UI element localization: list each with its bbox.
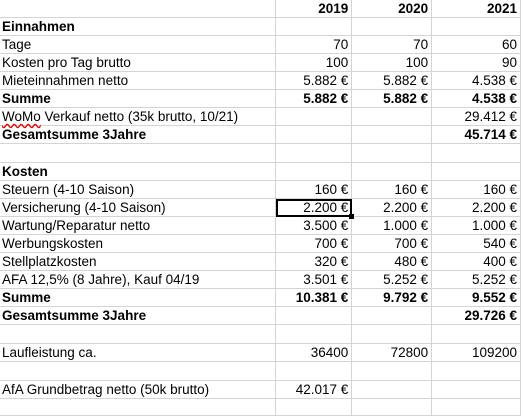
table-row [0, 54, 521, 72]
cell-y2019[interactable]: 70 [276, 36, 352, 54]
cell-y2021[interactable]: 400 € [432, 253, 521, 271]
cell-y2021[interactable] [432, 362, 521, 381]
table-row [0, 253, 521, 271]
cell-y2020[interactable] [352, 399, 432, 416]
cell-y2021[interactable] [432, 163, 521, 181]
cell-y2019[interactable] [276, 108, 352, 126]
cell-y2021[interactable]: 2021 [432, 0, 521, 18]
cell-y2019[interactable]: 42.017 € [276, 381, 352, 399]
cell-y2019[interactable]: 3.501 € [276, 271, 352, 289]
cell-label[interactable]: AfA Grundbetrag netto (50k brutto) [0, 381, 276, 399]
table-row [0, 344, 521, 362]
cell-y2021[interactable] [432, 399, 521, 416]
table-row [0, 217, 521, 235]
table-row [0, 325, 521, 344]
cell-y2020[interactable] [352, 18, 432, 36]
cell-label[interactable]: Werbungskosten [0, 235, 276, 253]
table-row [0, 18, 521, 36]
cell-y2021[interactable]: 4.538 € [432, 72, 521, 90]
spellcheck-word: WoMo [2, 109, 41, 124]
cell-label[interactable]: Steuern (4-10 Saison) [0, 181, 276, 199]
cell-y2020[interactable] [352, 381, 432, 399]
cell-y2019[interactable] [276, 18, 352, 36]
cell-y2020[interactable] [352, 325, 432, 344]
cell-y2021[interactable] [432, 18, 521, 36]
cell-y2019[interactable]: 36400 [276, 344, 352, 362]
cell-y2020[interactable]: 9.792 € [352, 289, 432, 307]
cell-y2019[interactable]: 320 € [276, 253, 352, 271]
cell-y2019[interactable]: 5.882 € [276, 72, 352, 90]
cell-y2020[interactable]: 5.252 € [352, 271, 432, 289]
cell-label[interactable]: Kosten pro Tag brutto [0, 54, 276, 72]
cell-label[interactable] [0, 0, 276, 18]
cell-y2020[interactable]: 480 € [352, 253, 432, 271]
cell-label[interactable]: Summe [0, 289, 276, 307]
selected-cell[interactable]: 2.200 € [276, 199, 352, 217]
cell-y2021[interactable] [432, 381, 521, 399]
cell-y2020[interactable]: 700 € [352, 235, 432, 253]
cell-y2020[interactable] [352, 126, 432, 144]
cell-y2019[interactable]: 2019 [276, 0, 352, 18]
cell-y2019[interactable]: 5.882 € [276, 90, 352, 108]
header-row [0, 0, 521, 18]
cell-label[interactable]: Wartung/Reparatur netto [0, 217, 276, 235]
cell-y2019[interactable]: 100 [276, 54, 352, 72]
cell-y2019[interactable]: 10.381 € [276, 289, 352, 307]
table-row [0, 289, 521, 307]
cell-y2021[interactable]: 60 [432, 36, 521, 54]
cell-y2020[interactable]: 2020 [352, 0, 432, 18]
cell-y2020[interactable]: 70 [352, 36, 432, 54]
cell-y2021[interactable]: 29.726 € [432, 307, 521, 325]
table-row [0, 181, 521, 199]
cell-y2019[interactable] [276, 399, 352, 416]
cell-y2020[interactable] [352, 163, 432, 181]
cell-y2020[interactable]: 160 € [352, 181, 432, 199]
table-row [0, 163, 521, 181]
cell-label[interactable]: AFA 12,5% (8 Jahre), Kauf 04/19 [0, 271, 276, 289]
cell-y2021[interactable]: 90 [432, 54, 521, 72]
table-row [0, 381, 521, 399]
cell-y2021[interactable] [432, 144, 521, 163]
cell-label[interactable] [0, 399, 276, 416]
cell-y2020[interactable]: 5.882 € [352, 72, 432, 90]
table-row [0, 362, 521, 381]
cell-y2020[interactable] [352, 362, 432, 381]
table-row [0, 36, 521, 54]
cell-y2020[interactable] [352, 144, 432, 163]
cell-label[interactable] [0, 144, 276, 163]
cell-label[interactable]: Einnahmen [0, 18, 276, 36]
cell-y2021[interactable]: 109200 [432, 344, 521, 362]
cell-y2019[interactable]: 3.500 € [276, 217, 352, 235]
cell-y2020[interactable]: 2.200 € [352, 199, 432, 217]
cell-y2019[interactable] [276, 144, 352, 163]
cell-y2020[interactable]: 5.882 € [352, 90, 432, 108]
cell-label[interactable]: Mieteinnahmen netto [0, 72, 276, 90]
cell-y2020[interactable]: 1.000 € [352, 217, 432, 235]
cell-label[interactable]: WoMo Verkauf netto (35k brutto, 10/21) [0, 108, 276, 126]
cell-y2021[interactable] [432, 325, 521, 344]
table-row [0, 271, 521, 289]
cell-y2021[interactable]: 45.714 € [432, 126, 521, 144]
table-row [0, 72, 521, 90]
cell-y2019[interactable]: 160 € [276, 181, 352, 199]
table-row [0, 307, 521, 325]
cell-y2020[interactable]: 100 [352, 54, 432, 72]
cell-y2020[interactable] [352, 108, 432, 126]
cell-y2021[interactable]: 29.412 € [432, 108, 521, 126]
cell-y2021[interactable]: 5.252 € [432, 271, 521, 289]
table-row [0, 90, 521, 108]
table-row [0, 199, 521, 217]
cell-label[interactable]: Versicherung (4-10 Saison) [0, 199, 276, 217]
table-row [0, 126, 521, 144]
cell-label[interactable]: Laufleistung ca. [0, 344, 276, 362]
cell-label[interactable]: Gesamtsumme 3Jahre [0, 126, 276, 144]
cell-y2021[interactable]: 9.552 € [432, 289, 521, 307]
cell-y2019[interactable] [276, 362, 352, 381]
table-row [0, 108, 521, 126]
table-row [0, 144, 521, 163]
cell-y2019[interactable] [276, 307, 352, 325]
cell-label[interactable]: Tage [0, 36, 276, 54]
cell-y2019[interactable]: 700 € [276, 235, 352, 253]
cell-y2021[interactable]: 540 € [432, 235, 521, 253]
table-row [0, 235, 521, 253]
cell-label[interactable]: Summe [0, 90, 276, 108]
cell-label[interactable]: Stellplatzkosten [0, 253, 276, 271]
cell-label[interactable] [0, 325, 276, 344]
cell-y2021[interactable]: 4.538 € [432, 90, 521, 108]
table-row [0, 399, 521, 416]
cell-y2019[interactable] [276, 325, 352, 344]
cell-label[interactable]: Gesamtsumme 3Jahre [0, 307, 276, 325]
cell-y2020[interactable]: 72800 [352, 344, 432, 362]
cell-y2021[interactable]: 2.200 € [432, 199, 521, 217]
cell-label[interactable]: Kosten [0, 163, 276, 181]
cell-y2019[interactable] [276, 126, 352, 144]
cell-label[interactable] [0, 362, 276, 381]
cell-y2020[interactable] [352, 307, 432, 325]
cell-y2021[interactable]: 160 € [432, 181, 521, 199]
cell-y2021[interactable]: 1.000 € [432, 217, 521, 235]
cell-y2019[interactable] [276, 163, 352, 181]
